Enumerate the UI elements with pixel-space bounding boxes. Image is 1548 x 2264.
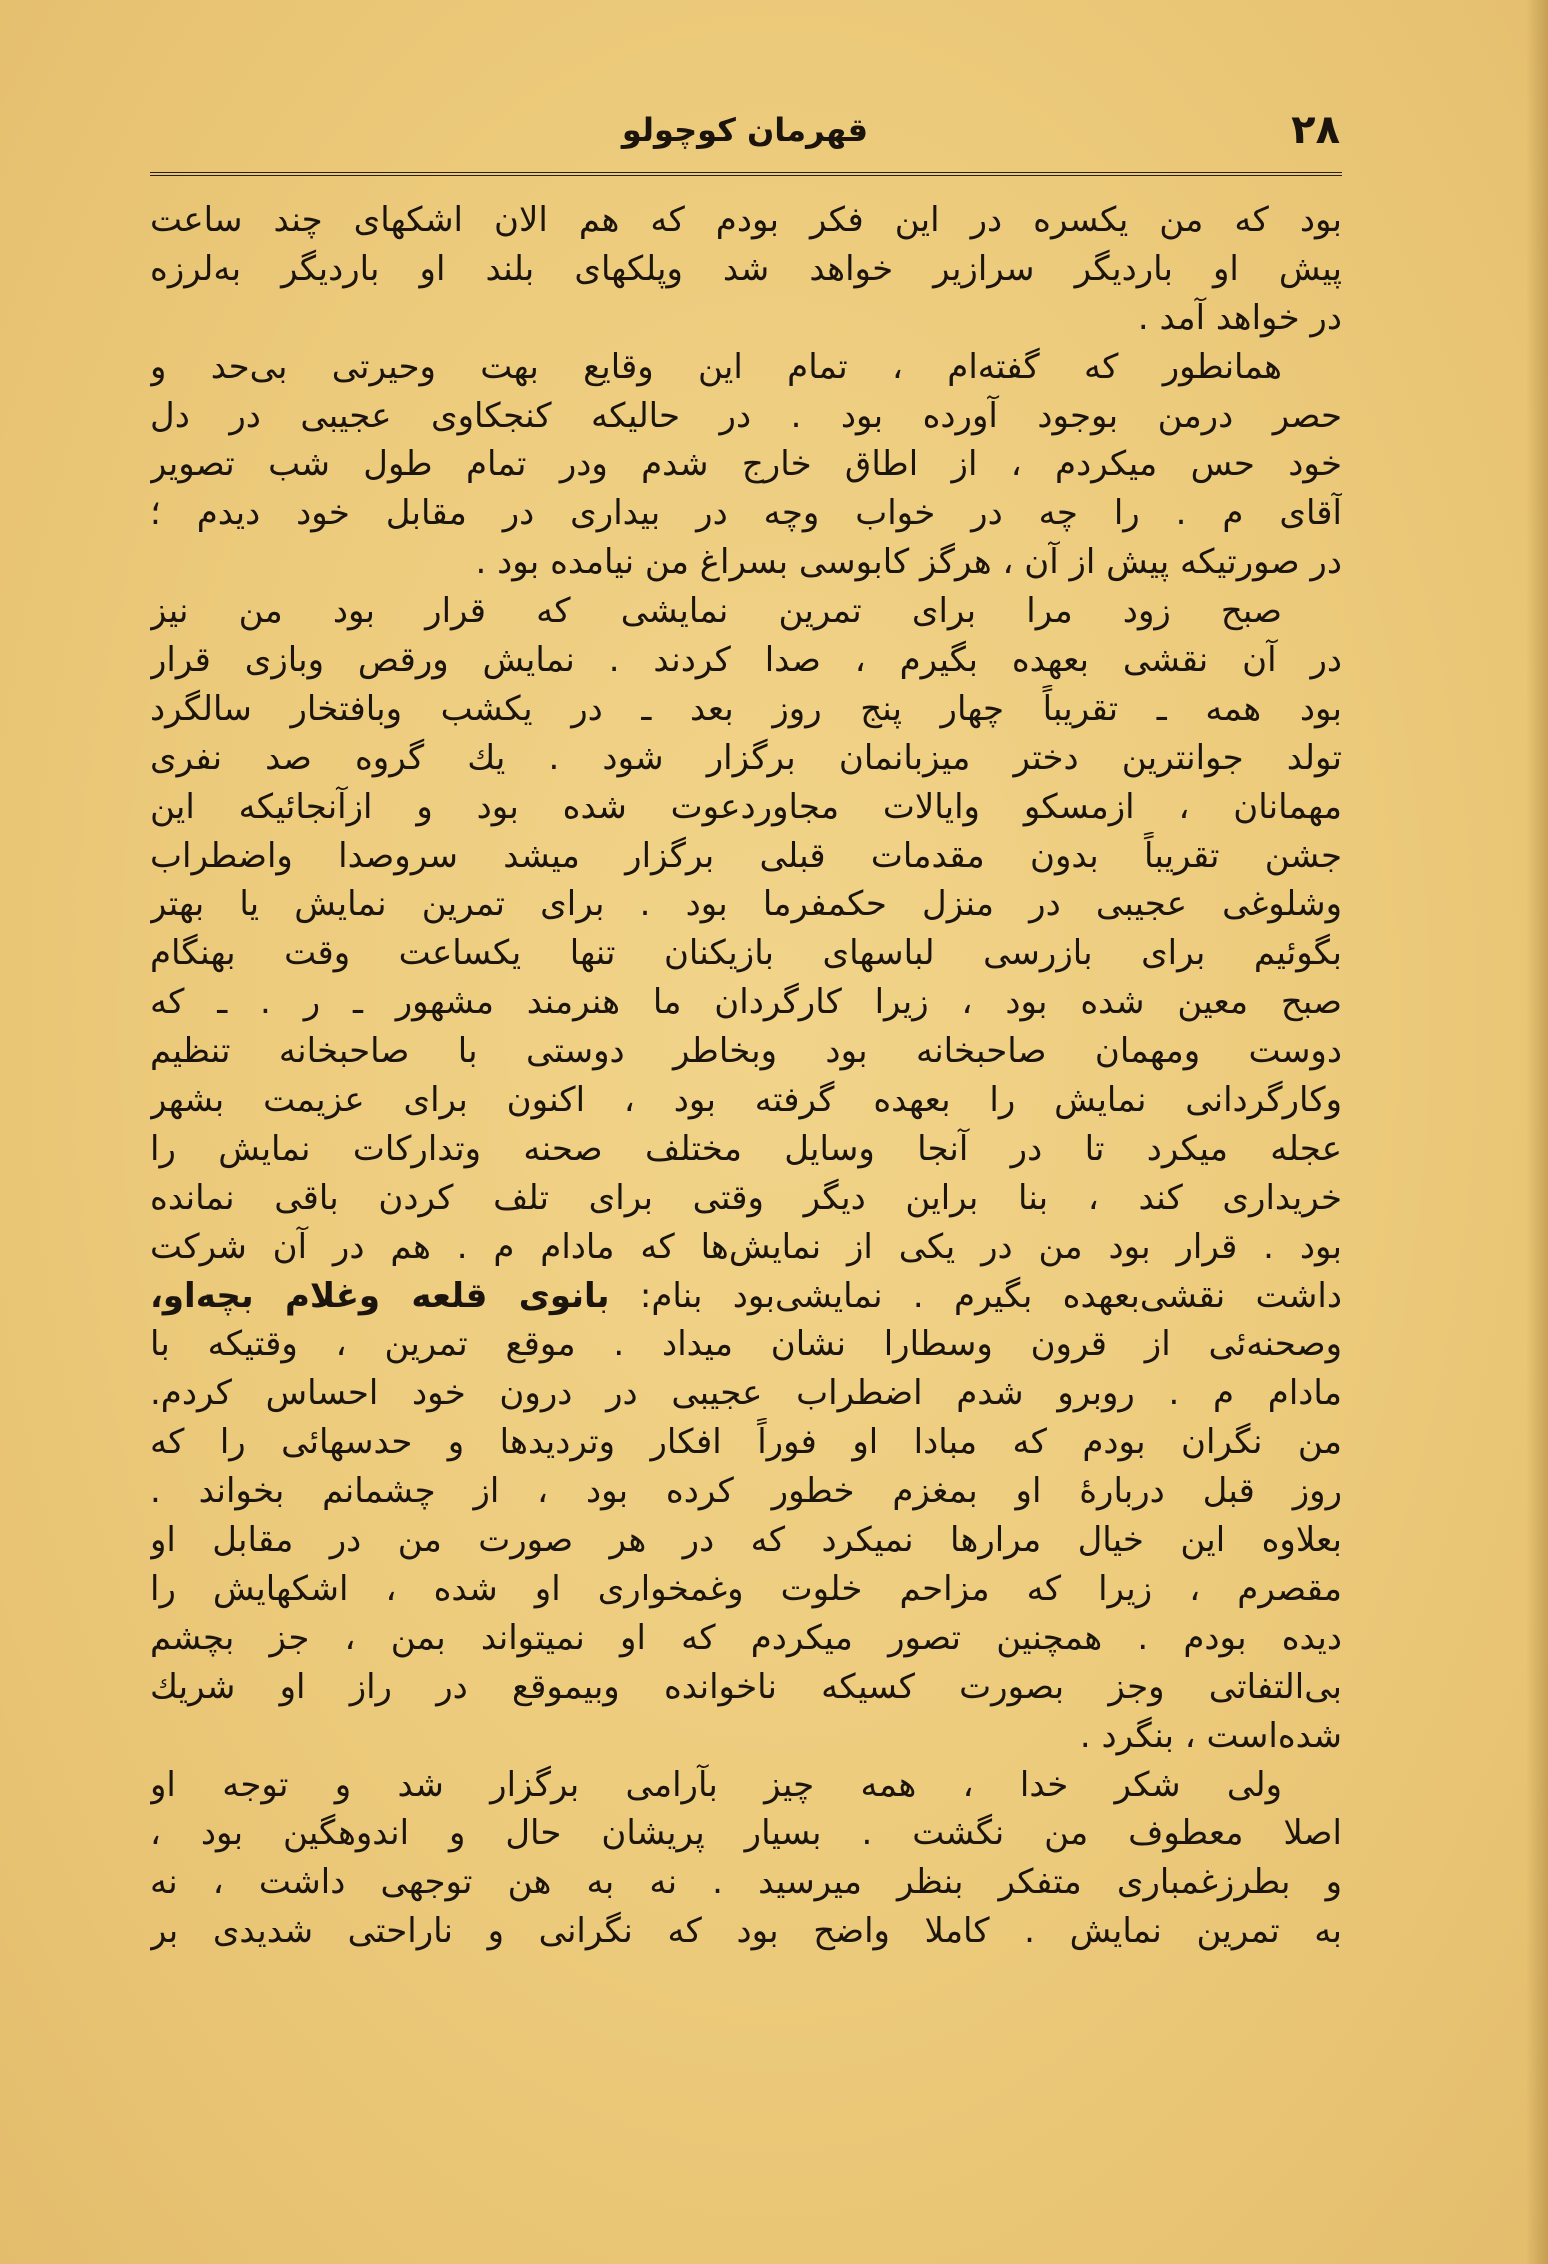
text-line: وصحنه‌ئی از قرون وسطارا نشان میداد . موقع تمرین ، وقتیکه با (150, 1324, 1342, 1365)
play-title: بانوی قلعه وغلام بچه‌او، (150, 1275, 610, 1316)
text-line: خریداری کند ، بنا براین دیگر وقتی برای تلف کردن باقی نمانده (150, 1177, 1342, 1218)
text-line: مقصرم ، زیرا که مزاحم خلوت وغمخواری او شده ، اشکهایش را (150, 1568, 1342, 1609)
text-line: بگوئیم برای بازرسی لباسهای بازیکنان تنها یکساعت وقت بهنگام (150, 933, 1342, 974)
text-line: مهمانان ، ازمسکو وایالات مجاوردعوت شده بود و ازآنجائیکه این (150, 786, 1342, 827)
text-line: ولی شکر خدا ، همه چیز بآرامی برگزار شد و توجه او (150, 1764, 1282, 1805)
text-line: صبح معین شده بود ، زیرا کارگردان ما هنرمند مشهور ـ ر . ـ که (150, 982, 1342, 1023)
text-line: آقای م . را چه در خواب وچه در بیداری در مقابل خود دیدم ؛ (150, 493, 1342, 534)
text-line: و بطرزغمباری متفکر بنظر میرسید . نه به هن توجهی داشت ، نه (150, 1862, 1342, 1903)
text-line: دوست ومهمان صاحبخانه بود وبخاطر دوستی با صاحبخانه تنظیم (150, 1031, 1342, 1072)
text-line: حصر درمن بوجود آورده بود . در حالیکه کنجکاوی عجیبی در دل (150, 395, 1342, 436)
text-line: وشلوغی عجیبی در منزل حکمفرما بود . برای تمرین نمایش یا بهتر (150, 884, 1342, 925)
text-line: پیش او باردیگر سرازیر خواهد شد وپلکهای بلند او باردیگر به‌لرزه (150, 248, 1342, 289)
text-line: در آن نقشی بعهده بگیرم ، صدا کردند . نمایش ورقص وبازی قرار (150, 640, 1342, 681)
text-line: بود همه ـ تقریباً چهار پنج روز بعد ـ در یکشب وبافتخار سالگرد (150, 688, 1342, 729)
body-text (150, 196, 1342, 1956)
text-line: بی‌التفاتی وجز بصورت کسیکه ناخوانده وبیموقع در راز او شریك (150, 1666, 1342, 1707)
text-line: بعلاوه این خیال مرارها نمیکرد که در هر صورت من در مقابل او (150, 1520, 1342, 1561)
text-line: شده‌است ، بنگرد . (1079, 1715, 1342, 1756)
text-line: عجله میکرد تا در آنجا وسایل مختلف صحنه وتدارکات نمایش را (150, 1128, 1342, 1169)
text-line: بود که من یکسره در این فکر بودم که هم الان اشکهای چند ساعت (150, 200, 1342, 240)
page-edge-shadow (1526, 0, 1548, 2264)
text-line-lead: داشت نقشی‌بعهده بگیرم . نمایشی‌بود بنام: (639, 1275, 1342, 1316)
text-line: مادام م . روبرو شدم اضطراب عجیبی در درون خود احساس کردم. (150, 1373, 1342, 1414)
text-line: من نگران بودم که مبادا او فوراً افکار وتردیدها و حدسهائی را که (150, 1422, 1342, 1463)
text-line: همانطور که گفته‌ام ، تمام این وقایع بهت وحیرتی بی‌حد و (150, 346, 1282, 387)
text-line: وکارگردانی نمایش را بعهده گرفته بود ، اکنون برای عزیمت بشهر (150, 1080, 1342, 1121)
text-line: صبح زود مرا برای تمرین نمایشی که قرار بود من نیز (150, 591, 1282, 632)
text-line: بود . قرار بود من در یکی از نمایش‌ها که مادام م . هم در آن شرکت (150, 1226, 1342, 1267)
text-line: روز قبل دربارهٔ او بمغزم خطور کرده بود ، از چشمانم بخواند . (150, 1471, 1342, 1512)
text-line: به تمرین نمایش . کاملا واضح بود که نگرانی و ناراحتی شدیدی بر (150, 1911, 1342, 1952)
page-header (150, 100, 1340, 160)
running-title: قهرمان کوچولو (621, 111, 869, 149)
text-line: خود حس میکردم ، از اطاق خارج شدم ودر تمام طول شب تصویر (150, 444, 1342, 485)
header-rule (150, 172, 1342, 176)
text-line: دیده بودم . همچنین تصور میکردم که او نمیتواند بمن ، جز بچشم (150, 1617, 1342, 1658)
text-line: اصلا معطوف من نگشت . بسیار پریشان حال و اندوهگین بود ، (150, 1813, 1342, 1854)
text-line: جشن تقریباً بدون مقدمات قبلی برگزار میشد سروصدا واضطراب (150, 835, 1342, 876)
text-line: در خواهد آمد . (1137, 297, 1342, 338)
text-line-with-title (150, 1272, 1342, 1321)
text-line: در صورتیکه پیش از آن ، هرگز کابوسی بسراغ من نیامده بود . (475, 542, 1342, 583)
text-line: تولد جوانترین دختر میزبانمان برگزار شود . یك گروه صد نفری (150, 737, 1342, 778)
page-number: ۲۸ (1291, 107, 1340, 153)
